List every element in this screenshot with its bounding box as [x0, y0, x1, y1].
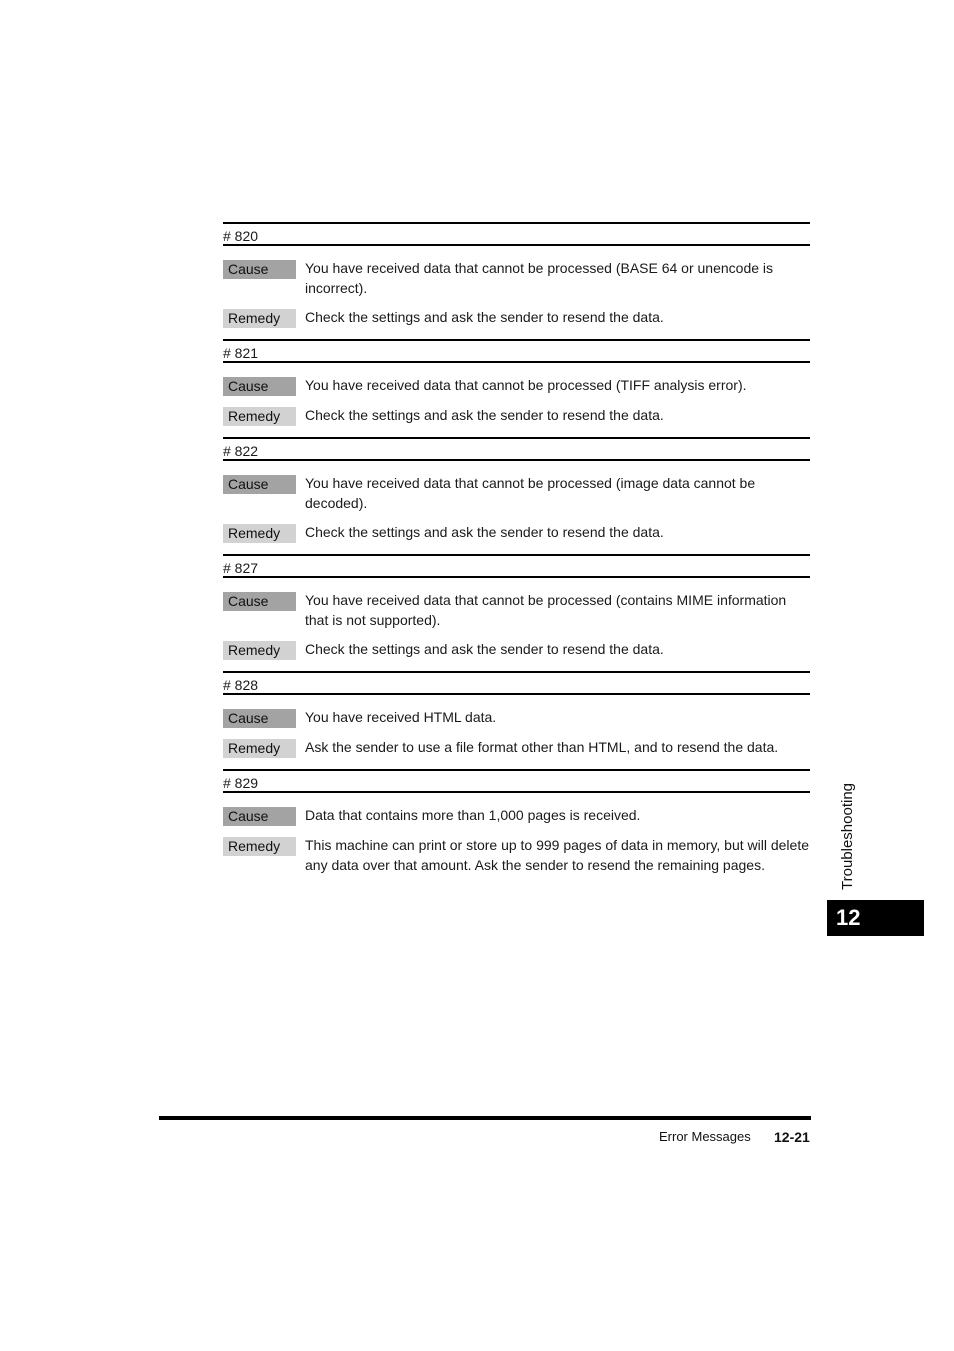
cause-label: Cause	[223, 709, 296, 728]
cause-text: You have received data that cannot be processed (BASE 64 or unencode is incorrect).	[305, 260, 774, 296]
cause-label: Cause	[223, 260, 296, 279]
cause-label: Cause	[223, 807, 296, 826]
remedy-row	[223, 837, 810, 875]
error-details	[223, 793, 810, 886]
cause-text: Data that contains more than 1,000 pages is received.	[305, 807, 641, 823]
error-code: # 828	[223, 673, 810, 695]
error-entry-827	[223, 554, 810, 671]
cause-row	[223, 709, 810, 728]
remedy-label: Remedy	[223, 524, 296, 543]
cause-row	[223, 592, 810, 630]
remedy-text: Check the settings and ask the sender to resend the data.	[305, 524, 664, 540]
error-code: # 821	[223, 341, 810, 363]
error-entry-828	[223, 671, 810, 769]
remedy-text: Check the settings and ask the sender to resend the data.	[305, 407, 664, 423]
remedy-label: Remedy	[223, 739, 296, 758]
remedy-text: This machine can print or store up to 999 pages of data in memory, but will delete any data over that amount. Ask the sender to resend the remaining pages.	[305, 837, 810, 873]
error-code: # 829	[223, 771, 810, 793]
error-details	[223, 363, 810, 437]
remedy-row	[223, 309, 810, 328]
error-details	[223, 461, 810, 554]
remedy-text: Ask the sender to use a file format other than HTML, and to resend the data.	[305, 739, 779, 755]
error-entry-829	[223, 769, 810, 886]
remedy-text: Check the settings and ask the sender to resend the data.	[305, 641, 664, 657]
footer-section-name: Error Messages	[659, 1129, 751, 1144]
error-entry-821	[223, 339, 810, 437]
remedy-row	[223, 641, 810, 660]
cause-row	[223, 807, 810, 826]
cause-row	[223, 260, 810, 298]
error-code: # 822	[223, 439, 810, 461]
remedy-label: Remedy	[223, 641, 296, 660]
remedy-row	[223, 739, 810, 758]
cause-label: Cause	[223, 592, 296, 611]
cause-text: You have received data that cannot be processed (TIFF analysis error).	[305, 377, 747, 393]
remedy-label: Remedy	[223, 837, 296, 856]
cause-label: Cause	[223, 475, 296, 494]
error-code-list	[223, 222, 810, 886]
error-entry-820	[223, 222, 810, 339]
cause-text: You have received HTML data.	[305, 709, 497, 725]
remedy-label: Remedy	[223, 309, 296, 328]
cause-text: You have received data that cannot be processed (image data cannot be decoded).	[305, 475, 756, 511]
side-section-title: Troubleshooting	[839, 782, 856, 890]
footer-rule	[159, 1116, 811, 1120]
error-code: # 820	[223, 224, 810, 246]
error-details	[223, 578, 810, 671]
footer-page-number: 12-21	[774, 1129, 810, 1145]
error-entry-822	[223, 437, 810, 554]
error-code: # 827	[223, 556, 810, 578]
error-details	[223, 695, 810, 769]
error-details	[223, 246, 810, 339]
cause-label: Cause	[223, 377, 296, 396]
remedy-row	[223, 524, 810, 543]
remedy-text: Check the settings and ask the sender to resend the data.	[305, 309, 664, 325]
remedy-row	[223, 407, 810, 426]
cause-row	[223, 475, 810, 513]
cause-text: You have received data that cannot be processed (contains MIME information that is not supported).	[305, 592, 787, 628]
cause-row	[223, 377, 810, 396]
remedy-label: Remedy	[223, 407, 296, 426]
chapter-tab: 12	[827, 900, 924, 936]
